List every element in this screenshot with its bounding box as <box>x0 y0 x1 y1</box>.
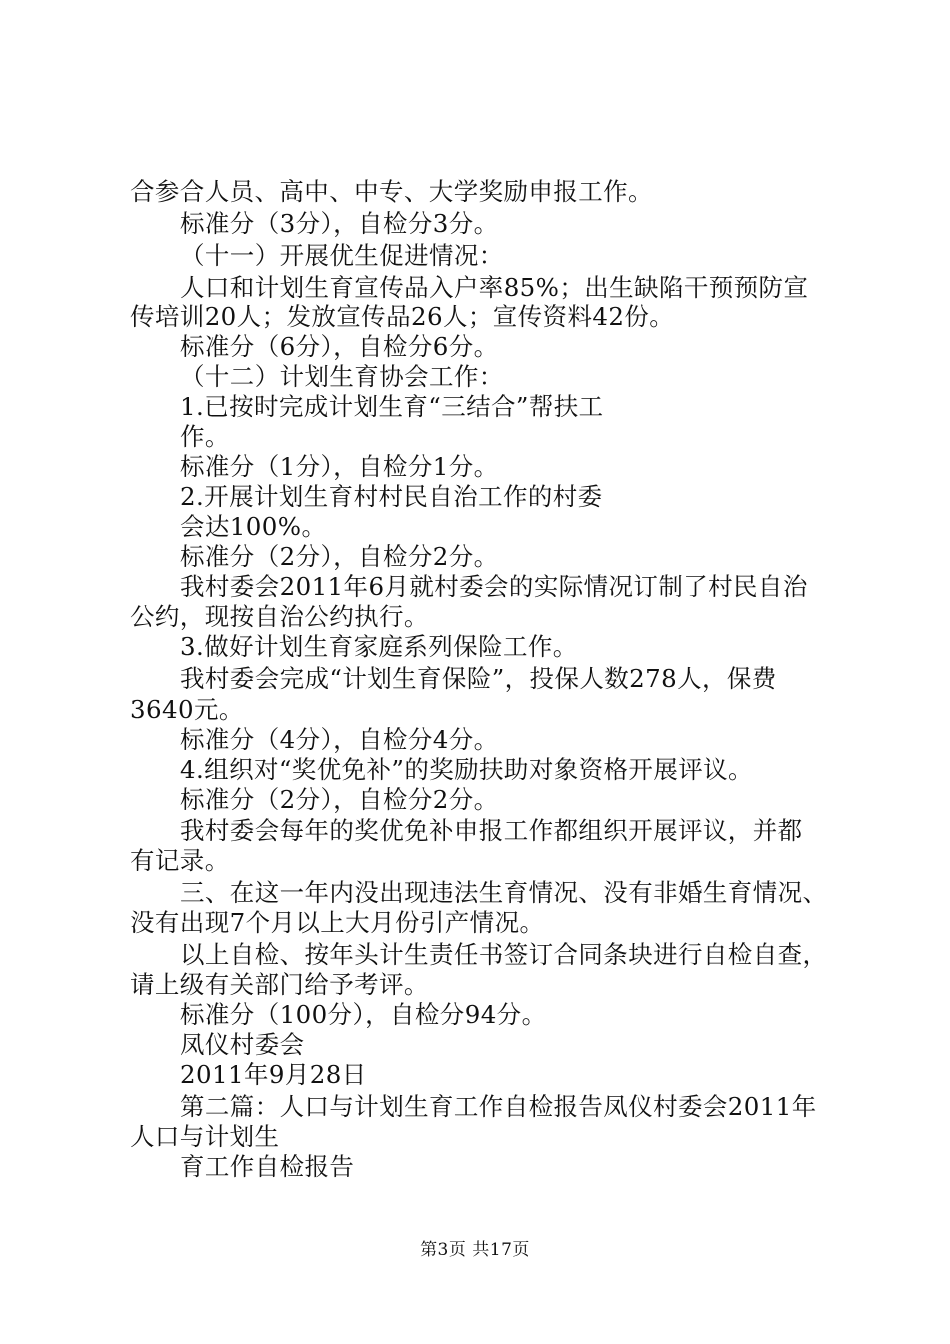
text-line: 标准分（3分），自检分3分。 <box>180 209 499 238</box>
text-line: 我村委会完成“计划生育保险”，投保人数278人，保费 <box>180 664 777 693</box>
text-line: 标准分（1分），自检分1分。 <box>180 452 499 481</box>
text-line: 凤仪村委会 <box>180 1030 305 1059</box>
text-line: 1.已按时完成计划生育“三结合”帮扶工 <box>180 392 604 421</box>
text-line: 合参合人员、高中、中专、大学奖励申报工作。 <box>130 177 653 206</box>
text-line: （十一）开展优生促进情况： <box>180 241 504 270</box>
text-line: 第二篇：人口与计划生育工作自检报告凤仪村委会2011年 <box>180 1092 817 1121</box>
text-line: 2.开展计划生育村村民自治工作的村委 <box>180 482 603 511</box>
text-line: 没有出现7个月以上大月份引产情况。 <box>130 908 545 937</box>
text-line: 4.组织对“奖优免补”的奖励扶助对象资格开展评议。 <box>180 755 753 784</box>
text-line: 人口和计划生育宣传品入户率85%；出生缺陷干预预防宣 <box>180 273 809 302</box>
text-line: 标准分（2分），自检分2分。 <box>180 542 499 571</box>
text-line: 以上自检、按年头计生责任书签订合同条块进行自检自查， <box>180 940 828 969</box>
text-line: 请上级有关部门给予考评。 <box>130 970 429 999</box>
text-line: 标准分（2分），自检分2分。 <box>180 785 499 814</box>
text-line: 育工作自检报告 <box>180 1152 355 1181</box>
text-line: 人口与计划生 <box>130 1122 280 1151</box>
text-line: 我村委会2011年6月就村委会的实际情况订制了村民自治 <box>180 572 808 601</box>
text-line: 标准分（6分），自检分6分。 <box>180 332 499 361</box>
page-number: 第3页 共17页 <box>420 1240 530 1260</box>
text-line: 2011年9月28日 <box>180 1060 367 1089</box>
text-line: 三、在这一年内没出现违法生育情况、没有非婚生育情况、 <box>180 878 828 907</box>
text-line: 传培训20人；发放宣传品26人；宣传资料42份。 <box>130 302 675 331</box>
text-line: 3640元。 <box>130 695 244 724</box>
text-line: 标准分（100分），自检分94分。 <box>180 1000 547 1029</box>
text-line: 会达100%。 <box>180 512 327 541</box>
text-line: （十二）计划生育协会工作： <box>180 362 504 391</box>
text-line: 公约，现按自治公约执行。 <box>130 602 429 631</box>
text-line: 有记录。 <box>130 846 230 875</box>
text-line: 作。 <box>180 422 230 451</box>
text-line: 我村委会每年的奖优免补申报工作都组织开展评议，并都 <box>180 816 803 845</box>
text-line: 标准分（4分），自检分4分。 <box>180 725 499 754</box>
text-line: 3.做好计划生育家庭系列保险工作。 <box>180 632 578 661</box>
